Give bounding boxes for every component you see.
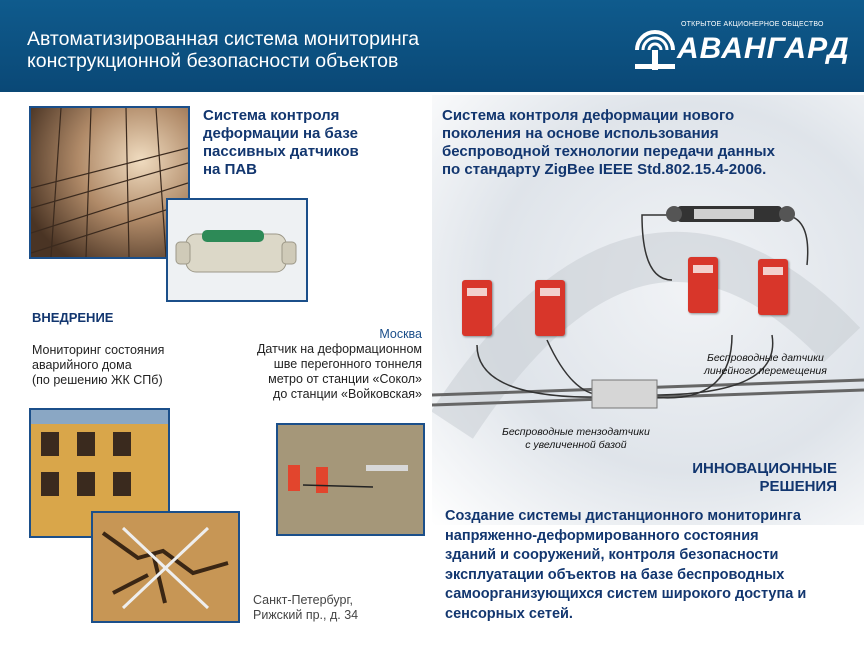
- logo-name: АВАНГАРД: [677, 32, 850, 65]
- displacement-sensor-2: [758, 259, 788, 315]
- strain-sensor-2: [535, 280, 565, 336]
- page-title: [27, 28, 419, 72]
- page-title-line-1: Автоматизированная система мониторинга: [27, 28, 420, 50]
- linear-sensors-caption: Беспроводные датчики линейного перемещения: [704, 352, 827, 377]
- strain-sensors-caption: Беспроводные тензодатчики с увеличенной базой: [502, 426, 650, 451]
- logo-subtitle: ОТКРЫТОЕ АКЦИОНЕРНОЕ ОБЩЕСТВО: [681, 21, 824, 28]
- strain-sensor-1: [462, 280, 492, 336]
- spb-caption: Санкт-Петербург, Рижский пр., д. 34: [253, 593, 359, 622]
- header-bar: [0, 0, 864, 92]
- logo-emblem-icon: [631, 20, 679, 76]
- displacement-sensor-1: [688, 257, 718, 313]
- company-logo: [631, 20, 850, 76]
- moscow-label: Москва: [379, 327, 422, 341]
- page-title-line-2: конструкционной безопасности объектов: [27, 50, 399, 72]
- innovation-label: ИННОВАЦИОННЫЕ РЕШЕНИЯ: [692, 460, 837, 495]
- moscow-caption: Москва Датчик на деформационном шве перегонного тоннеля метро от станции «Сокол» до станции «Войковская»: [256, 327, 422, 401]
- passive-system-heading: Система контроля деформации на базе пассивных датчиков на ПАВ: [203, 107, 359, 178]
- monitoring-text: Мониторинг состояния аварийного дома (по решению ЖК СПб): [32, 343, 165, 387]
- pav-sensor-photo: [166, 198, 308, 302]
- system-description: Создание системы дистанционного мониторинга напряженно-деформированного состояния зданий и сооружений, контроля безопасности эксплуатации объектов на базе беспроводных самоорганизующихся систем широкого доступа и сенсорных сетей.: [445, 508, 807, 622]
- metro-sensor-photo: [276, 423, 425, 536]
- implementation-label: ВНЕДРЕНИЕ: [32, 310, 114, 325]
- crack-photo: [91, 511, 240, 623]
- wireless-system-heading: Система контроля деформации нового поколения на основе использования беспроводной технологии передачи данных по стандарту ZigBee IEEE Std.802.15.4-2006.: [442, 107, 775, 178]
